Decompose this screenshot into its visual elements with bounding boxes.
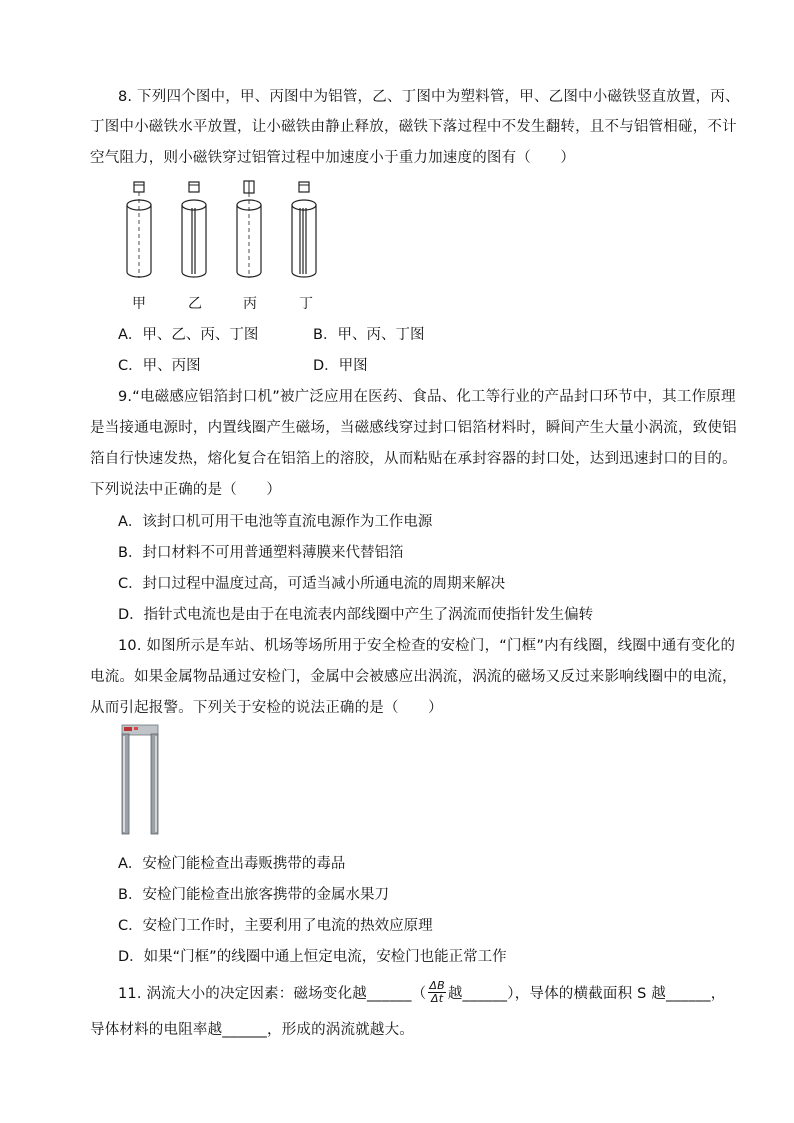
fraction-denominator: Δt (430, 992, 444, 1005)
q9-line-4: 下列说法中正确的是（ ） (90, 482, 282, 498)
q10-option-b: B．安检门能检查出旅客携带的金属水果刀 (118, 887, 389, 903)
q8-option-a: A．甲、乙、丙、丁图 (118, 327, 259, 343)
q8-tubes-figure (120, 178, 340, 298)
q9-line-3: 箔自行快速发热，熔化复合在铝箔上的溶胶，从而粘贴在承封容器的封口处，达到迅速封口的目的。 (90, 451, 737, 467)
fraction-numerator: ΔB (429, 979, 445, 992)
figure-label-yi: 乙 (188, 296, 202, 312)
magnet-vertical-icon (189, 182, 199, 192)
security-gate-image (118, 720, 162, 838)
q8-option-d: D．甲图 (313, 358, 368, 374)
q9-option-c: C．封口过程中温度过高，可适当减小所通电流的周期来解决 (118, 576, 506, 592)
q8-line-1: 8. 下列四个图中，甲、丙图中为铝管，乙、丁图中为塑料管，甲、乙图中小磁铁竖直放置，丙、 (118, 89, 740, 105)
q10-option-a: A．安检门能检查出毒贩携带的毒品 (118, 856, 346, 872)
q10-line-1: 10. 如图所示是车站、机场等场所用于安全检查的安检门，“门框”内有线圈，线圈中通有变化的 (118, 638, 736, 654)
figure-label-jia: 甲 (132, 296, 146, 312)
figure-label-bing: 丙 (243, 296, 257, 312)
q8-option-b: B．甲、丙、丁图 (313, 327, 425, 343)
q8-line-2: 丁图中小磁铁水平放置，让小磁铁由静止释放，磁铁下落过程中不发生翻转，且不与铝管相碰，不计 (90, 119, 737, 135)
q8-option-c: C．甲、丙图 (118, 358, 201, 374)
q8-line-3: 空气阻力，则小磁铁穿过铝管过程中加速度小于重力加速度的图有（ ） (90, 150, 576, 166)
q10-line-2: 电流。如果金属物品通过安检门，金属中会被感应出涡流，涡流的磁场又反过来影响线圈中的电流， (90, 669, 737, 685)
magnet-vertical-icon (134, 182, 144, 192)
q10-option-d: D．如果“门框”的线圈中通上恒定电流，安检门也能正常工作 (118, 949, 507, 965)
q11-text-part2: 越______），导体的横截面积 S 越______， (447, 986, 726, 1002)
figure-label-ding: 丁 (299, 296, 313, 312)
q10-option-c: C．安检门工作时，主要利用了电流的热效应原理 (118, 918, 433, 934)
alarm-light-icon (124, 727, 132, 731)
tube-jia (127, 182, 151, 278)
magnet-horizontal-icon (299, 182, 309, 192)
q9-option-a: A．该封口机可用干电池等直流电源作为工作电源 (118, 514, 433, 530)
q11-line-2: 导体材料的电阻率越______，形成的涡流就越大。 (90, 1022, 414, 1038)
q11-line-1 (118, 980, 725, 1005)
q9-option-d: D．指针式电流也是由于在电流表内部线圈中产生了涡流而使指针发生偏转 (118, 607, 594, 623)
delta-b-over-delta-t (428, 980, 445, 1005)
tube-yi (182, 182, 206, 277)
q10-line-3: 从而引起报警。下列关于安检的说法正确的是（ ） (90, 700, 443, 716)
q9-line-2: 是当接通电源时，内置线圈产生磁场，当磁感线穿过封口铝箔材料时，瞬间产生大量小涡流，致使铝 (90, 420, 737, 436)
q11-text-part1: 11. 涡流大小的决定因素：磁场变化越______（ (118, 986, 427, 1002)
q9-option-b: B．封口材料不可用普通塑料薄膜来代替铝箔 (118, 545, 404, 561)
tube-ding (292, 182, 316, 277)
q9-line-1: 9.“电磁感应铝箔封口机”被广泛应用在医药、食品、化工等行业的产品封口环节中，其工作原理 (118, 389, 736, 405)
tube-bing (237, 181, 261, 278)
